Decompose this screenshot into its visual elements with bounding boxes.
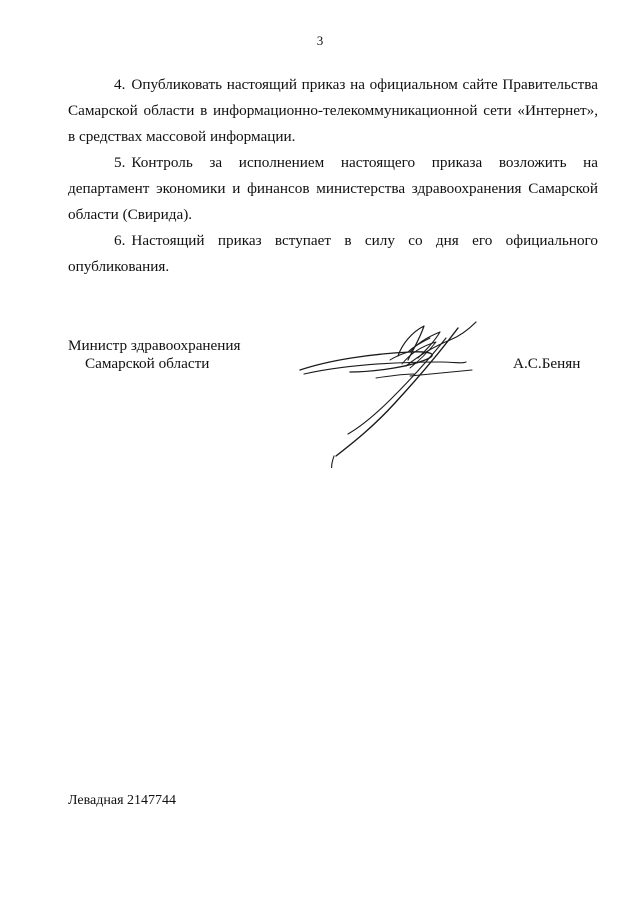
signatory-title-line1: Министр здравоохранения — [68, 337, 241, 354]
handwritten-signature — [290, 308, 490, 468]
order-body — [68, 72, 598, 280]
paragraph-number: 6. — [114, 232, 126, 249]
paragraph-4 — [68, 72, 598, 150]
executor-note: Левадная 2147744 — [68, 793, 177, 808]
paragraph-text: Опубликовать настоящий приказ на официальном сайте Правительства Самарской области в информационно-телекоммуникационной сети «Интернет», в средствах массовой информации. — [68, 76, 598, 145]
signatory-name: А.С.Бенян — [513, 355, 581, 372]
signatory-title — [68, 337, 241, 373]
paragraph-text: Контроль за исполнением настоящего приказа возложить на департамент экономики и финансов министерства здравоохранения Самарской области (Свирида). — [68, 154, 598, 223]
paragraph-6 — [68, 228, 598, 280]
signatory-title-line2: Самарской области — [85, 355, 210, 372]
page-number: 3 — [316, 33, 324, 48]
paragraph-text: Настоящий приказ вступает в силу со дня его официального опубликования. — [68, 232, 598, 275]
paragraph-5 — [68, 150, 598, 228]
paragraph-number: 4. — [114, 76, 126, 93]
signature-block — [0, 330, 640, 470]
paragraph-number: 5. — [114, 154, 126, 171]
